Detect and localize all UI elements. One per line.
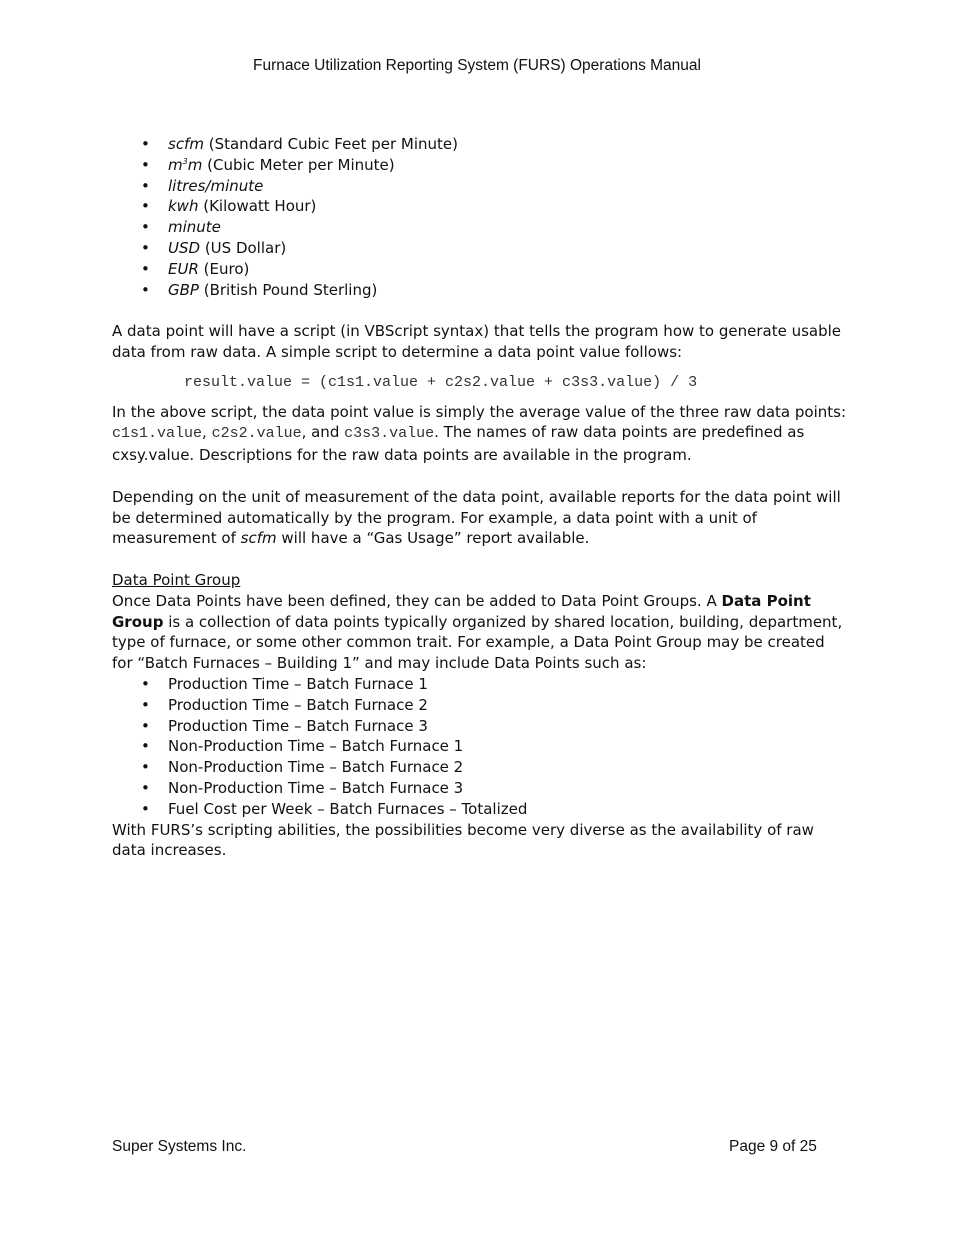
paragraph-group-intro: Once Data Points have been defined, they can be added to Data Point Groups. A Data Point Group is a collection of data points typically organized by shared location, building, department, type of furnace, or some other common trait. For example, a Data Point Group may be created for “Batch Furnaces – Building 1” and may include Data Points such as: (112, 591, 843, 673)
code-sample: result.value = (c1s1.value + c2s2.value + c3s3.value) / 3 (184, 373, 698, 391)
list-item: • EUR (Euro) (112, 259, 847, 280)
list-item: • Non-Production Time – Batch Furnace 2 (112, 757, 847, 778)
list-item: • USD (US Dollar) (112, 238, 847, 259)
list-item: • kwh (Kilowatt Hour) (112, 196, 847, 217)
list-item: • Production Time – Batch Furnace 3 (112, 716, 847, 737)
list-item: • Non-Production Time – Batch Furnace 1 (112, 736, 847, 757)
paragraph-closing: With FURS’s scripting abilities, the possibilities become very diverse as the availability of raw data increases. (112, 820, 814, 860)
list-item: • scfm (Standard Cubic Feet per Minute) (112, 134, 847, 155)
list-item: • Production Time – Batch Furnace 2 (112, 695, 847, 716)
data-point-list (112, 674, 847, 820)
list-item: • GBP (British Pound Sterling) (112, 280, 847, 301)
paragraph-script-intro: A data point will have a script (in VBScript syntax) that tells the program how to generate usable data from raw data. A simple script to determine a data point value follows: (112, 322, 842, 361)
page-header: Furnace Utilization Reporting System (FURS) Operations Manual (253, 57, 701, 74)
list-item: • litres/minute (112, 176, 847, 197)
list-item: • Fuel Cost per Week – Batch Furnaces – Totalized (112, 799, 847, 820)
list-item: • minute (112, 217, 847, 238)
list-item: • Production Time – Batch Furnace 1 (112, 674, 847, 695)
units-list (112, 134, 847, 300)
list-item: • $m^3m$ (Cubic Meter per Minute) (112, 155, 847, 176)
list-item: • Non-Production Time – Batch Furnace 3 (112, 778, 847, 799)
footer-page-number: Page 9 of 25 (729, 1138, 817, 1155)
section-heading: Data Point Group (112, 570, 241, 589)
paragraph-script-explanation: In the above script, the data point value is simply the average value of the three raw data points: c1s1.value, c2s2.value, and c3s3.value. The names of raw data points are predefined as cxsy.value. Descriptions for the raw data points are available in the program. (112, 402, 846, 465)
paragraph-reports: Depending on the unit of measurement of the data point, available reports for the data point will be determined automatically by the program. For example, a data point with a unit of measurement of scfm will have a “Gas Usage” report available. (112, 487, 841, 548)
page-content (112, 134, 847, 861)
footer-company: Super Systems Inc. (112, 1138, 247, 1155)
